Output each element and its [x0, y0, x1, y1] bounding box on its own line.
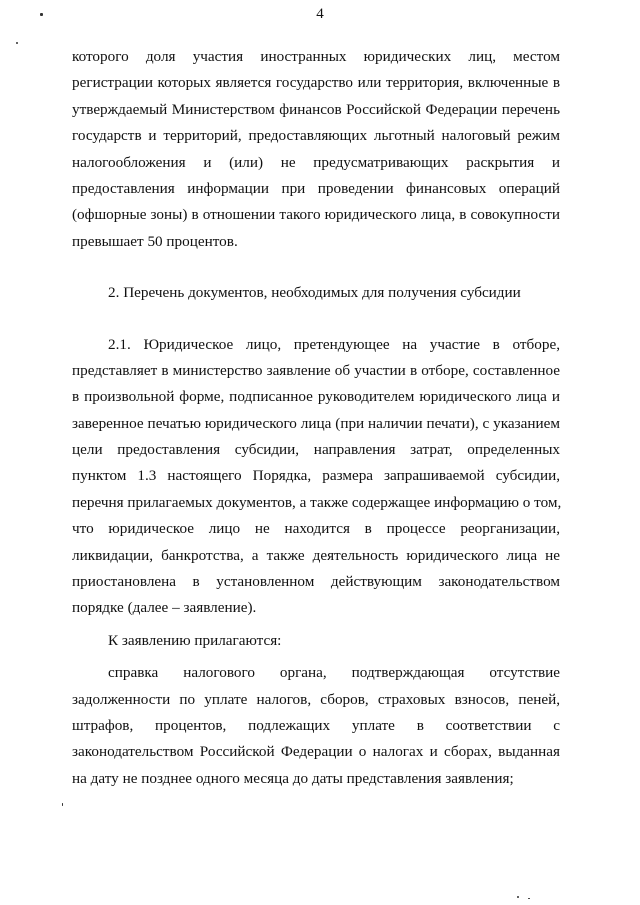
text-line: регистрации которых является государство или территория, включенные в [72, 74, 560, 92]
text-line: справка налогового органа, подтверждающая отсутствие [108, 664, 560, 682]
paragraph-2 [72, 332, 560, 622]
text-line: государств и территорий, предоставляющих льготный налоговый режим [72, 127, 560, 145]
text-line: превышает 50 процентов. [72, 232, 238, 250]
text-line: цели предоставления субсидии, направления затрат, определенных [72, 441, 560, 459]
text-line: представляет в министерство заявление об участии в отборе, составленное [72, 361, 560, 379]
section-heading: 2. Перечень документов, необходимых для получения субсидии [108, 284, 521, 302]
scan-speck [528, 898, 530, 899]
document-body [72, 44, 560, 792]
scan-speck [517, 896, 519, 898]
text-line: пунктом 1.3 настоящего Порядка, размера запрашиваемой субсидии, [72, 467, 560, 485]
text-line: ликвидации, банкротства, а также деятельность юридического лица не [72, 546, 560, 564]
text-line: штрафов, процентов, подлежащих уплате в соответствии с [72, 716, 560, 734]
text-line: задолженности по уплате налогов, сборов, страховых взносов, пеней, [72, 690, 560, 708]
text-line: предоставления информации при проведении финансовых операций [72, 179, 560, 197]
scan-speck [40, 13, 43, 16]
paragraph-3 [72, 660, 560, 792]
text-line: (офшорные зоны) в отношении такого юридического лица, в совокупности [72, 206, 560, 224]
text-line: что юридическое лицо не находится в процессе реорганизации, [72, 520, 560, 538]
text-line: на дату не позднее одного месяца до даты представления заявления; [72, 769, 514, 787]
text-line: в произвольной форме, подписанное руководителем юридического лица и [72, 388, 560, 406]
paragraph-1 [72, 44, 560, 255]
text-line: порядке (далее – заявление). [72, 599, 257, 617]
text-line: утверждаемый Министерством финансов Российской Федерации перечень [72, 100, 560, 118]
text-line: перечня прилагаемых документов, а также содержащее информацию о том, [72, 493, 562, 511]
spacer [72, 307, 560, 332]
text-line: 2.1. Юридическое лицо, претендующее на участие в отборе, [108, 335, 560, 353]
text-line: приостановлена в установленном действующим законодательством [72, 573, 560, 591]
text-line: налогообложения и (или) не предусматривающих раскрытия и [72, 153, 560, 171]
text-line: законодательством Российской Федерации о налогах и сборах, выданная [72, 743, 560, 761]
spacer [72, 255, 560, 280]
attachments-intro: К заявлению прилагаются: [108, 631, 282, 649]
text-line: которого доля участия иностранных юридических лиц, местом [72, 48, 560, 65]
scan-speck [16, 42, 18, 44]
page-number: 4 [316, 6, 324, 22]
text-line: заверенное печатью юридического лица (при наличии печати), с указанием [72, 414, 560, 432]
scan-speck [62, 803, 63, 806]
